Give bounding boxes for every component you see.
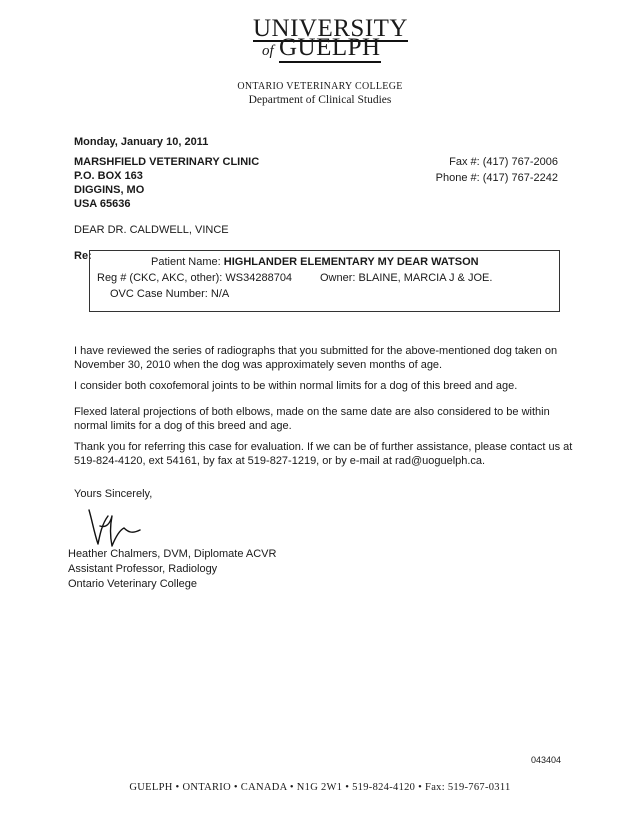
document-number: 043404 — [531, 755, 562, 765]
patient-name-label: Patient Name: — [151, 256, 221, 268]
closing: Yours Sincerely, — [74, 488, 153, 500]
ovc-case-value: N/A — [210, 288, 230, 300]
signatory-title: Assistant Professor, Radiology — [68, 563, 218, 575]
registration-label: Reg # (CKC, AKC, other): — [97, 272, 223, 284]
patient-name-value: HIGHLANDER ELEMENTARY MY DEAR WATSON — [223, 256, 479, 268]
letter-date: Monday, January 10, 2011 — [74, 136, 209, 148]
logo-of-text: of — [262, 43, 274, 59]
owner-row — [320, 272, 492, 284]
department-name: Department of Clinical Studies — [248, 94, 392, 106]
ovc-case-row — [110, 288, 229, 300]
paragraph-radiographs: I have reviewed the series of radiographs that you submitted for the above-mentioned dog taken on November 30, 2010 when the dog was approximately seven months of age. — [74, 345, 558, 371]
paragraph-thanks: Thank you for referring this case for evaluation. If we can be of further assistance, please contact us at 519-824-4120, ext 54161, by fax at 519-827-1219, or by e-mail at rad@uoguelph.ca. — [74, 441, 573, 467]
recipient-country-zip: USA 65636 — [74, 198, 131, 210]
footer-address: GUELPH • ONTARIO • CANADA • N1G 2W1 • 519-824-4120 • Fax: 519-767-0311 — [129, 782, 511, 793]
patient-info-box — [89, 250, 560, 312]
recipient-name: MARSHFIELD VETERINARY CLINIC — [74, 156, 260, 168]
recipient-po-box: P.O. BOX 163 — [74, 170, 143, 182]
signatory-name: Heather Chalmers, DVM, Diplomate ACVR — [68, 548, 277, 560]
recipient-city: DIGGINS, MO — [74, 184, 145, 196]
owner-value: BLAINE, MARCIA J & JOE. — [358, 272, 493, 284]
college-name: ONTARIO VETERINARY COLLEGE — [237, 81, 403, 92]
handwritten-signature — [86, 506, 146, 552]
paragraph-coxofemoral: I consider both coxofemoral joints to be within normal limits for a dog of this breed and age. — [74, 380, 518, 392]
salutation: DEAR DR. CALDWELL, VINCE — [74, 224, 229, 236]
logo-university-text: UNIVERSITY — [253, 15, 408, 42]
ovc-case-label: OVC Case Number: — [110, 288, 208, 300]
registration-value: WS34288704 — [225, 272, 293, 284]
re-label: Re: — [74, 250, 92, 262]
signatory-organization: Ontario Veterinary College — [68, 578, 198, 590]
registration-row — [97, 272, 292, 284]
paragraph-elbows: Flexed lateral projections of both elbows, made on the same date are also considered to be within normal limits for a dog of this breed and age. — [74, 406, 550, 432]
recipient-phone: Phone #: (417) 767-2242 — [435, 172, 558, 184]
logo-guelph-text: GUELPH — [279, 34, 381, 61]
recipient-fax: Fax #: (417) 767-2006 — [449, 156, 558, 168]
patient-name-row — [151, 256, 479, 268]
owner-label: Owner: — [320, 272, 356, 284]
